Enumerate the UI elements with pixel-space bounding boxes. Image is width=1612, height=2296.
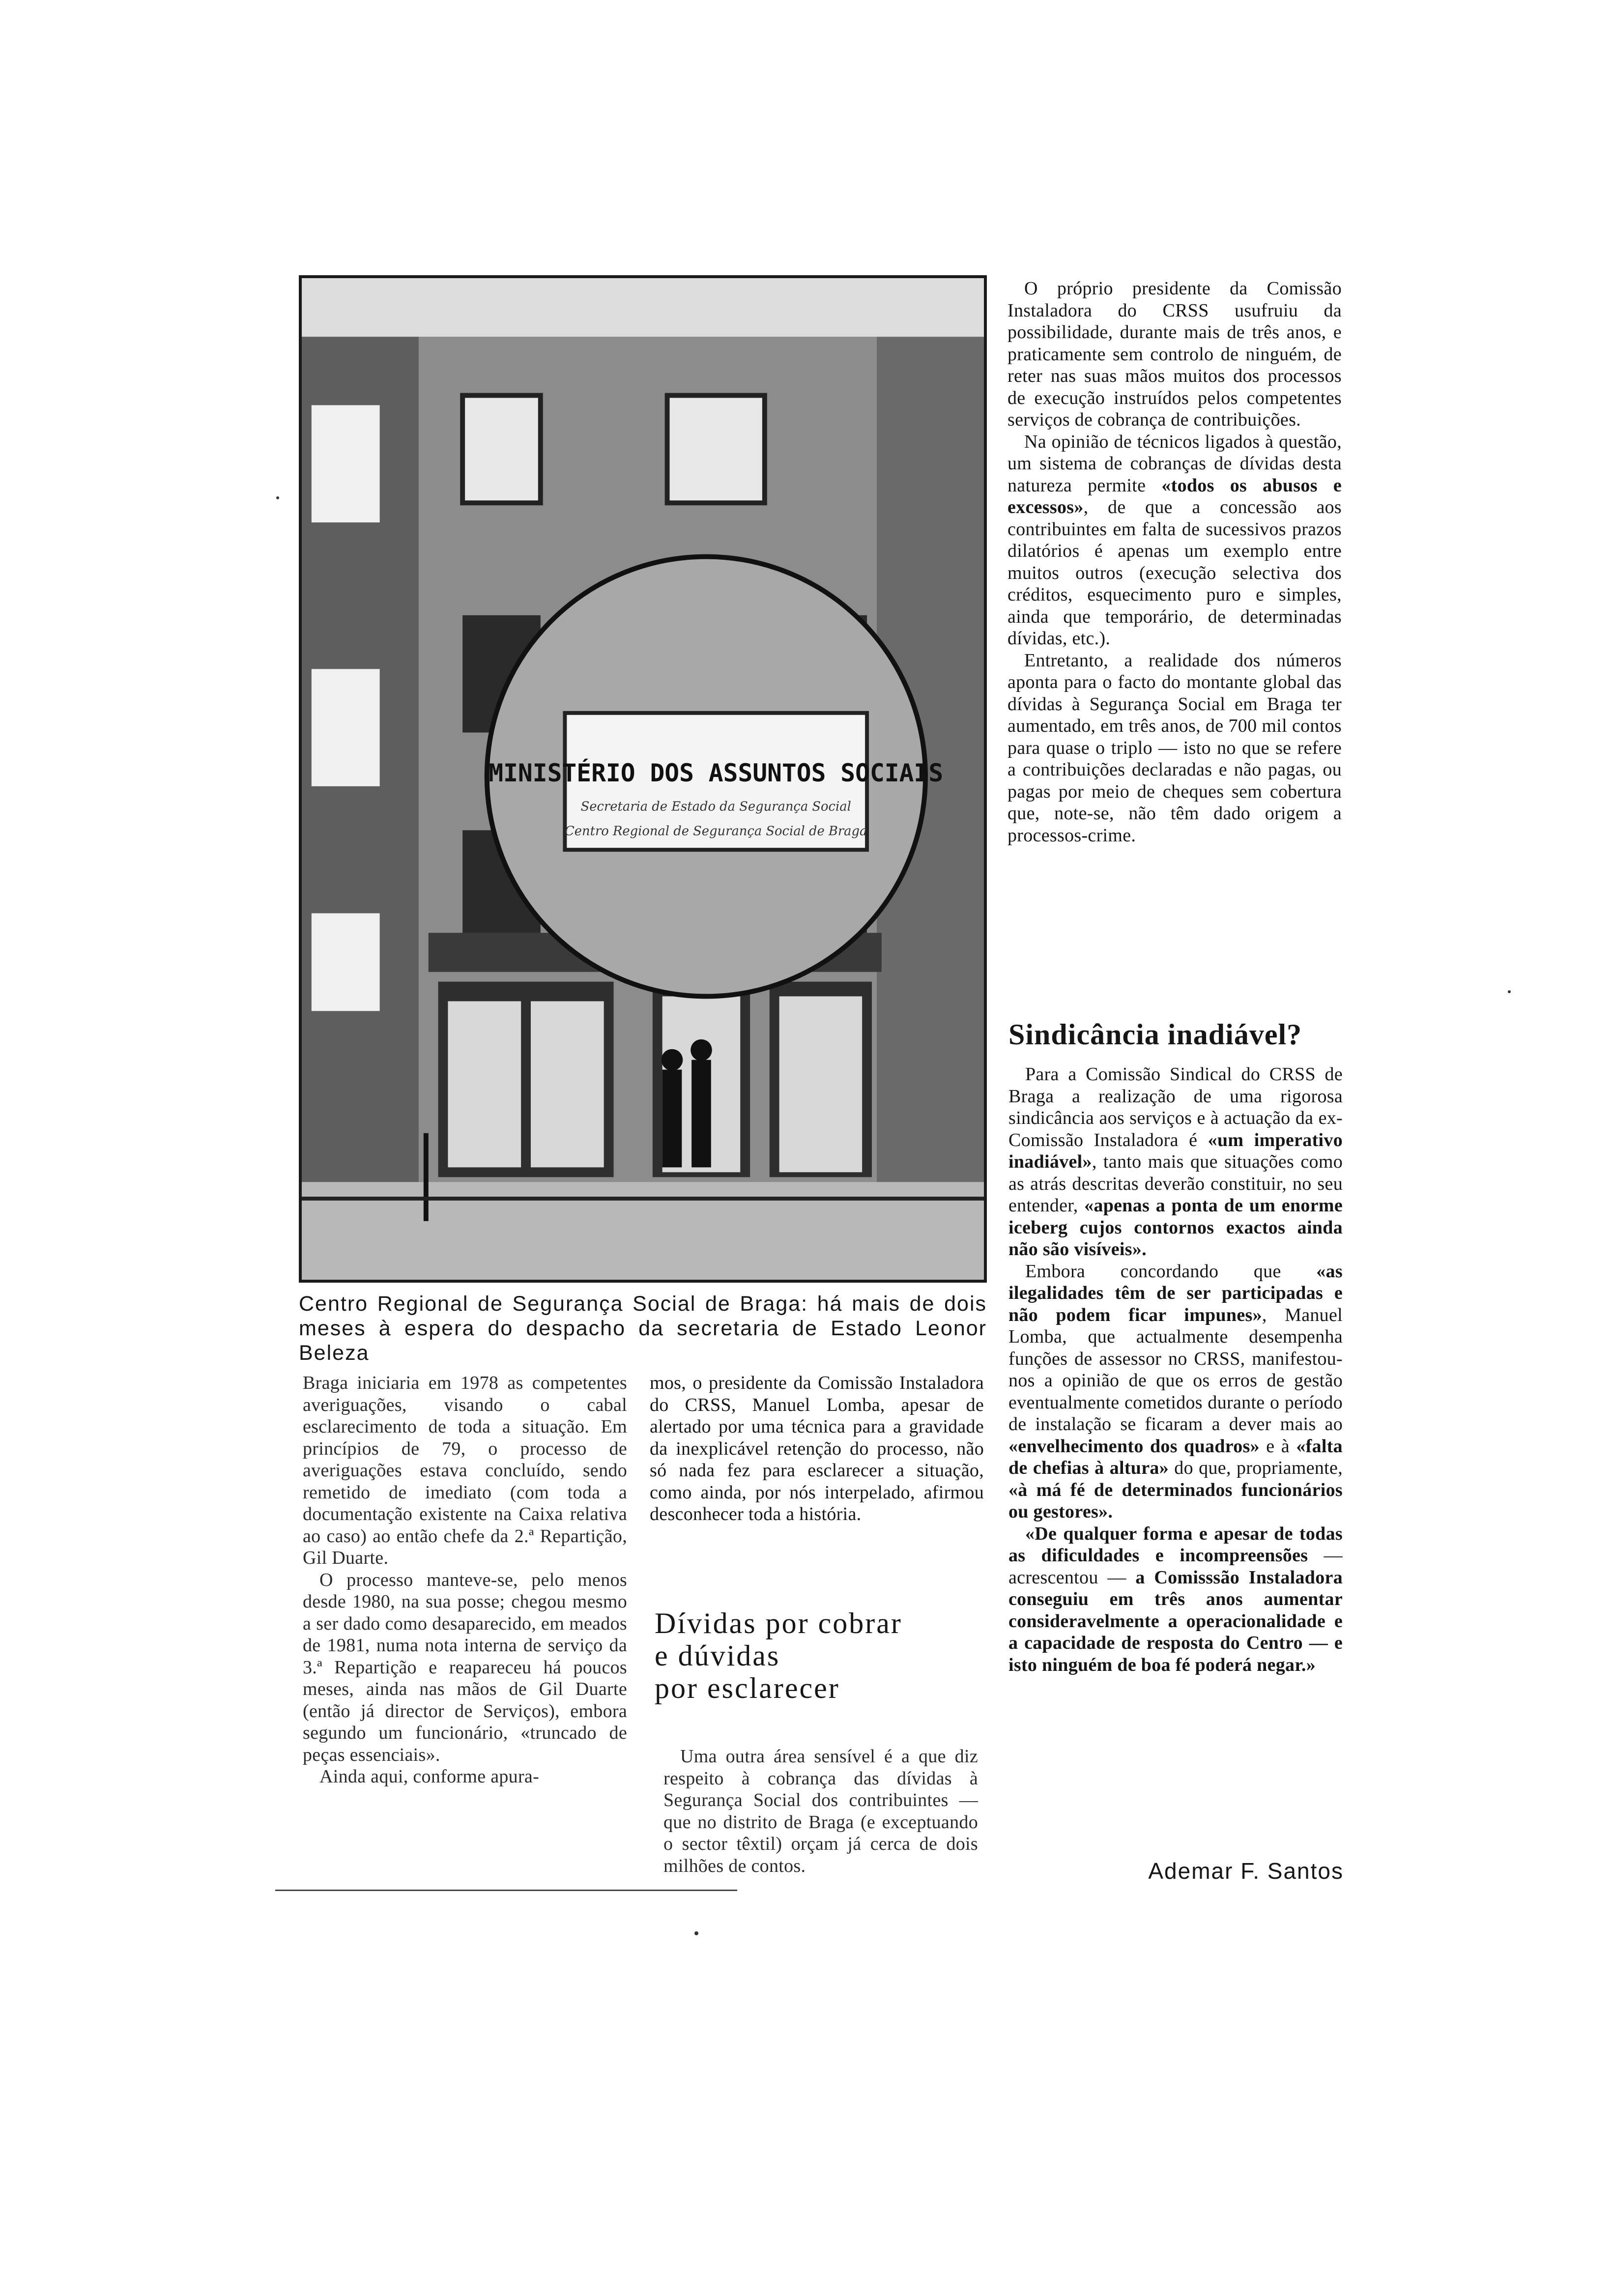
text-run: — acrescentou —: [1008, 1545, 1343, 1588]
paragraph: O processo manteve-se, pelo menos desde 1980, na sua posse; chegou mesmo a ser dado como desaparecido, em meados de 1981, numa nota interna de serviço da 3.ª Repartição e reapareceu há poucos meses, ainda nas mãos de Gil Duarte (então já director de Serviços), embora segundo um funcionário, «truncado de peças essenciais».: [303, 1569, 627, 1765]
scan-speck: [1508, 990, 1511, 993]
text-run: e à: [1266, 1435, 1290, 1457]
building-photo-drawing: [302, 278, 984, 1280]
quote-bold: a Comisssão Instaladora conseguiu em três anos aumentar consideravelmente a operacionalidade e a capacidade de resposta do Centro — e isto ninguém de boa fé poderá negar.»: [1008, 1567, 1343, 1675]
paragraph: Entretanto, a realidade dos números aponta para o facto do montante global das dívidas à Segurança Social em Braga ter aumentado, em três anos, de 700 mil contos para quase o triplo — isto no que se refere a contribuições declaradas e não pagas, ou pagas por meio de cheques sem cobertura que, note-se, não têm dado origem a processos-crime.: [1008, 650, 1342, 846]
quote-bold: «todos os abusos e excessos»: [1008, 475, 1342, 517]
sign-line-2: Centro Regional de Segurança Social de Braga: [565, 824, 867, 839]
quote-bold: «apenas a ponta de um enorme iceberg cujos contornos exactos ainda não são visíveis».: [1008, 1195, 1343, 1260]
quote-bold: «envelhecimento dos quadros»: [1008, 1435, 1260, 1457]
text-run: , tanto mais que situações como as atrás descritas deverão constituir, no seu entender,: [1008, 1151, 1343, 1216]
paragraph: Ainda aqui, conforme apura-: [319, 1766, 540, 1787]
paragraph: Uma outra área sensível é a que diz respeito à cobrança das dívidas à Segurança Social dos contribuintes — que no distrito de Braga (e exceptuando o sector têxtil) orçam já cerca de dois milhões de contos.: [663, 1746, 978, 1876]
author-byline: Ademar F. Santos: [1148, 1858, 1344, 1884]
sign-line-1: Secretaria de Estado da Segurança Social: [580, 799, 851, 814]
paragraph: O próprio presidente da Comissão Instaladora do CRSS usufruiu da possibilidade, durante mais de três anos, e praticamente sem controlo de ninguém, de reter nas suas mãos muitos dos processos de execução instruídos pelos competentes serviços de cobrança de contribuições.: [1008, 278, 1342, 430]
paragraph: [1008, 1063, 1343, 1261]
quote-bold: «as ilegalidades têm de ser participadas e não podem ficar impunes»: [1008, 1261, 1343, 1325]
column-right: [1008, 278, 1342, 846]
text-run: Na opinião de técnicos ligados à questão, um sistema de cobranças de dívidas desta natureza permite: [1008, 431, 1342, 496]
heading-line: Dívidas por cobrar: [655, 1607, 902, 1639]
column-middle-lower: [663, 1746, 978, 1877]
paragraph: [1008, 1261, 1343, 1523]
heading-line: e dúvidas: [655, 1639, 780, 1672]
paragraph: mos, o presidente da Comissão Instaladora do CRSS, Manuel Lomba, apesar de alertado por uma técnica para a gravidade da inexplicável retenção do processo, não só nada fez para esclarecer a situação, como ainda, por nós interpelado, afirmou desconhecer toda a história.: [650, 1373, 984, 1524]
column-right-lower: [1008, 1063, 1343, 1676]
building-photo: [299, 275, 987, 1283]
paragraph: [1008, 431, 1342, 650]
text-run: , Manuel Lomba, que actualmente desempenha funções de assessor no CRSS, manifestou-nos a opinião de que os erros de gestão eventualmente cometidos durante o período de instalação se ficaram a dever mais ao: [1008, 1304, 1343, 1435]
quote-bold: «De qualquer forma e apesar de todas as dificuldades e incompreensões: [1008, 1523, 1343, 1566]
text-run: , de que a concessão aos contribuintes em falta de sucessivos prazos dilatórios é apenas um exemplo entre muitos outros (execução selectiva dos créditos, esquecimento puro e simples, ainda que temporário, de determinadas dívidas, etc.).: [1008, 497, 1342, 649]
text-run: Para a Comissão Sindical do CRSS de Braga a realização de uma rigorosa sindicância aos serviços e à actuação da ex-Comissão Instaladora é: [1008, 1064, 1343, 1150]
quote-bold: «à má fé de determinados funcionários ou gestores».: [1008, 1479, 1343, 1522]
heading-line: por esclarecer: [655, 1672, 840, 1704]
bottom-rule: [275, 1890, 737, 1891]
photo-caption: Centro Regional de Segurança Social de Braga: há mais de dois meses à espera do despacho da secretaria de Estado Leonor Beleza: [299, 1292, 987, 1365]
scan-speck: [276, 496, 279, 499]
paragraph: [1008, 1523, 1343, 1676]
paragraph: Braga iniciaria em 1978 as competentes averiguações, visando o cabal esclarecimento de toda a situação. Em princípios de 79, o processo de averiguações estava concluído, sendo remetido de imediato (com toda a documentação existente na Caixa relativa ao caso) ao então chefe da 2.ª Repartição, Gil Duarte.: [303, 1373, 627, 1568]
column-left: [303, 1372, 627, 1788]
quote-bold: «falta de chefias à altura»: [1008, 1435, 1343, 1478]
column-middle: [650, 1372, 984, 1525]
scan-speck: [694, 1931, 698, 1935]
text-run: do que, propriamente,: [1174, 1458, 1343, 1478]
quote-bold: «um imperativo inadiável»: [1008, 1129, 1343, 1172]
sign-title: MINISTÉRIO DOS ASSUNTOS SOCIAIS: [489, 758, 944, 787]
section-heading-dividas: [655, 1607, 969, 1704]
text-run: Embora concordando que: [1025, 1261, 1281, 1282]
section-heading-sindicancia: Sindicância inadiável?: [1008, 1018, 1302, 1051]
